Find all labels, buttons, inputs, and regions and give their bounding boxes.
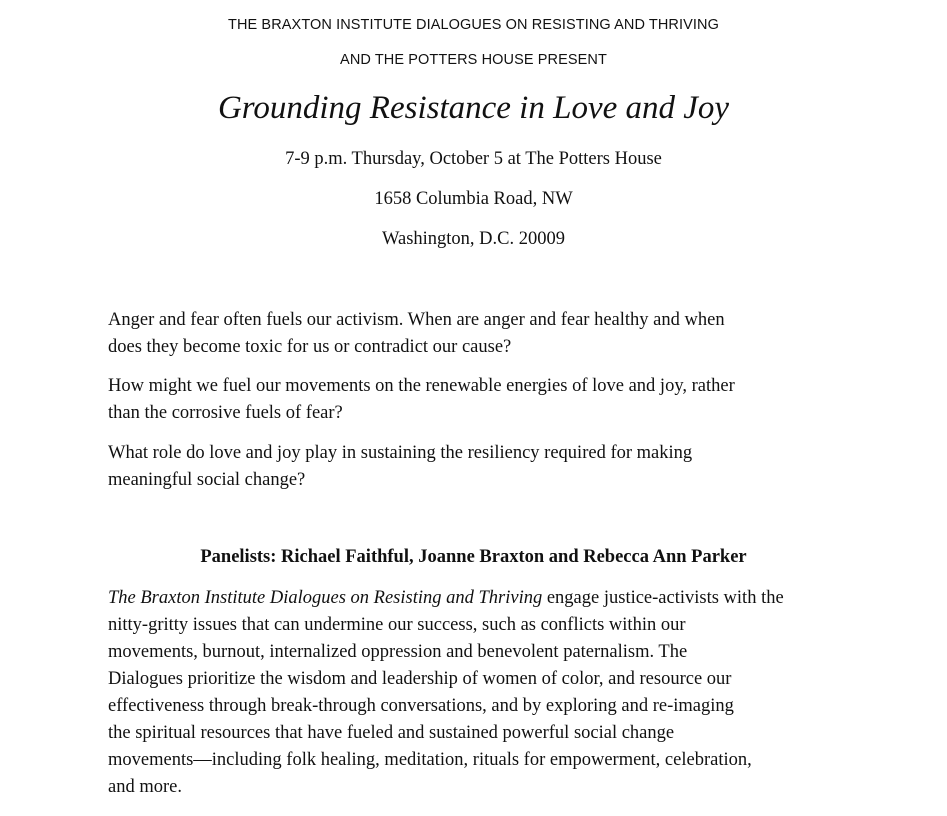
question-1-line-2: does they become toxic for us or contradict our cause? (108, 337, 512, 357)
event-street-address: 1658 Columbia Road, NW (374, 189, 573, 209)
question-2 (108, 373, 848, 427)
about-line-1 (108, 585, 848, 612)
about-paragraph (108, 585, 848, 801)
series-name: The Braxton Institute Dialogues on Resisting and Thriving (108, 588, 543, 608)
question-3-line-2: meaningful social change? (108, 470, 306, 490)
presenter-line-2: AND THE POTTERS HOUSE PRESENT (340, 52, 607, 68)
question-2-line-1: How might we fuel our movements on the renewable energies of love and joy, rather (108, 376, 735, 396)
about-line-3: movements, burnout, internalized oppression and benevolent paternalism. The (108, 642, 688, 662)
event-title: Grounding Resistance in Love and Joy (217, 90, 730, 126)
about-line-5: effectiveness through break-through conversations, and by exploring and re-imaging (108, 696, 734, 716)
question-3 (108, 440, 848, 494)
question-3-line-1: What role do love and joy play in sustaining the resiliency required for making (108, 443, 693, 463)
about-line-8: and more. (108, 777, 182, 797)
question-1 (108, 307, 848, 361)
about-line-6: the spiritual resources that have fueled and sustained powerful social change (108, 723, 675, 743)
about-line-2: nitty-gritty issues that can undermine our success, such as conflicts within our (108, 615, 686, 635)
question-1-line-1: Anger and fear often fuels our activism. When are anger and fear healthy and when (108, 310, 725, 330)
presenter-line-1: THE BRAXTON INSTITUTE DIALOGUES ON RESISTING AND THRIVING (228, 17, 719, 33)
about-line-4: Dialogues prioritize the wisdom and leadership of women of color, and resource our (108, 669, 732, 689)
panelists-heading: Panelists: Richael Faithful, Joanne Braxton and Rebecca Ann Parker (200, 547, 747, 567)
event-city-state-zip: Washington, D.C. 20009 (382, 229, 565, 249)
about-line-1-rest: engage justice-activists with the (542, 588, 784, 608)
about-line-7: movements—including folk healing, meditation, rituals for empowerment, celebration, (108, 750, 752, 770)
question-2-line-2: than the corrosive fuels of fear? (108, 403, 343, 423)
event-time-location: 7-9 p.m. Thursday, October 5 at The Potters House (285, 149, 662, 169)
